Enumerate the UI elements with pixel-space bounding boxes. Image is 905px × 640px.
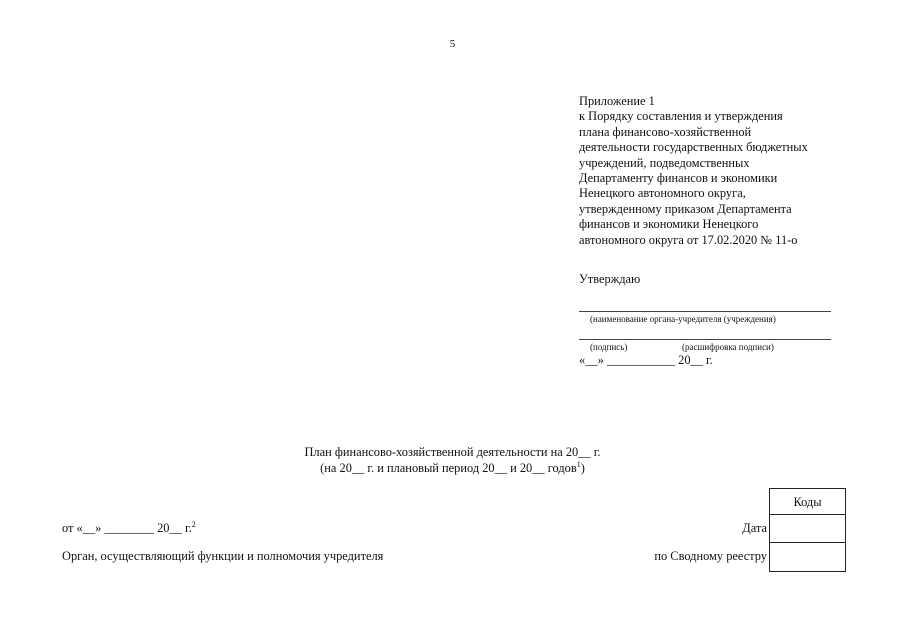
date-row-text: от «__» ________ 20__ г. (62, 521, 192, 535)
decoding-caption: (расшифровка подписи) (682, 342, 774, 352)
date-row-left (62, 521, 196, 536)
appendix-line: плана финансово-хозяйственной (579, 124, 752, 139)
appendix-line: Ненецкого автономного округа, (579, 186, 746, 201)
appendix-line: Приложение 1 (579, 94, 655, 108)
codes-registry-cell (769, 542, 846, 572)
codes-date-cell (769, 514, 846, 543)
date-row-right: Дата (742, 521, 767, 535)
appendix-block (579, 94, 879, 248)
approval-title: Утверждаю (579, 272, 641, 286)
plan-subtitle-close: ) (580, 461, 585, 475)
appendix-line: финансов и экономики Ненецкого (579, 217, 759, 232)
appendix-line: учреждений, подведомственных (579, 155, 750, 170)
signature-caption: (подпись) (590, 342, 628, 352)
org-caption: (наименование органа-учредителя (учреждения) (590, 314, 776, 324)
footnote-marker: 2 (191, 519, 196, 529)
page-number: 5 (449, 38, 456, 50)
appendix-line: Департаменту финансов и экономики (579, 171, 778, 186)
org-signature-line (579, 311, 831, 312)
approval-date-line: «__» ___________ 20__ г. (579, 353, 713, 367)
codes-header: Коды (769, 488, 846, 515)
appendix-line: утвержденному приказом Департамента (579, 201, 792, 216)
plan-title: План финансово-хозяйственной деятельности на 20__ г. (304, 445, 601, 459)
footnote-marker: 1 (576, 459, 581, 469)
org-row-right: по Сводному реестру (654, 549, 767, 563)
appendix-line: к Порядку составления и утверждения (579, 109, 783, 124)
signature-line (579, 339, 831, 340)
appendix-line: автономного округа от 17.02.2020 № 11-о (579, 232, 798, 247)
org-row-left: Орган, осуществляющий функции и полномочия учредителя (62, 549, 384, 563)
plan-subtitle (0, 460, 905, 476)
appendix-line: деятельности государственных бюджетных (579, 140, 808, 155)
plan-subtitle-text: (на 20__ г. и плановый период 20__ и 20__ годов (320, 461, 577, 475)
